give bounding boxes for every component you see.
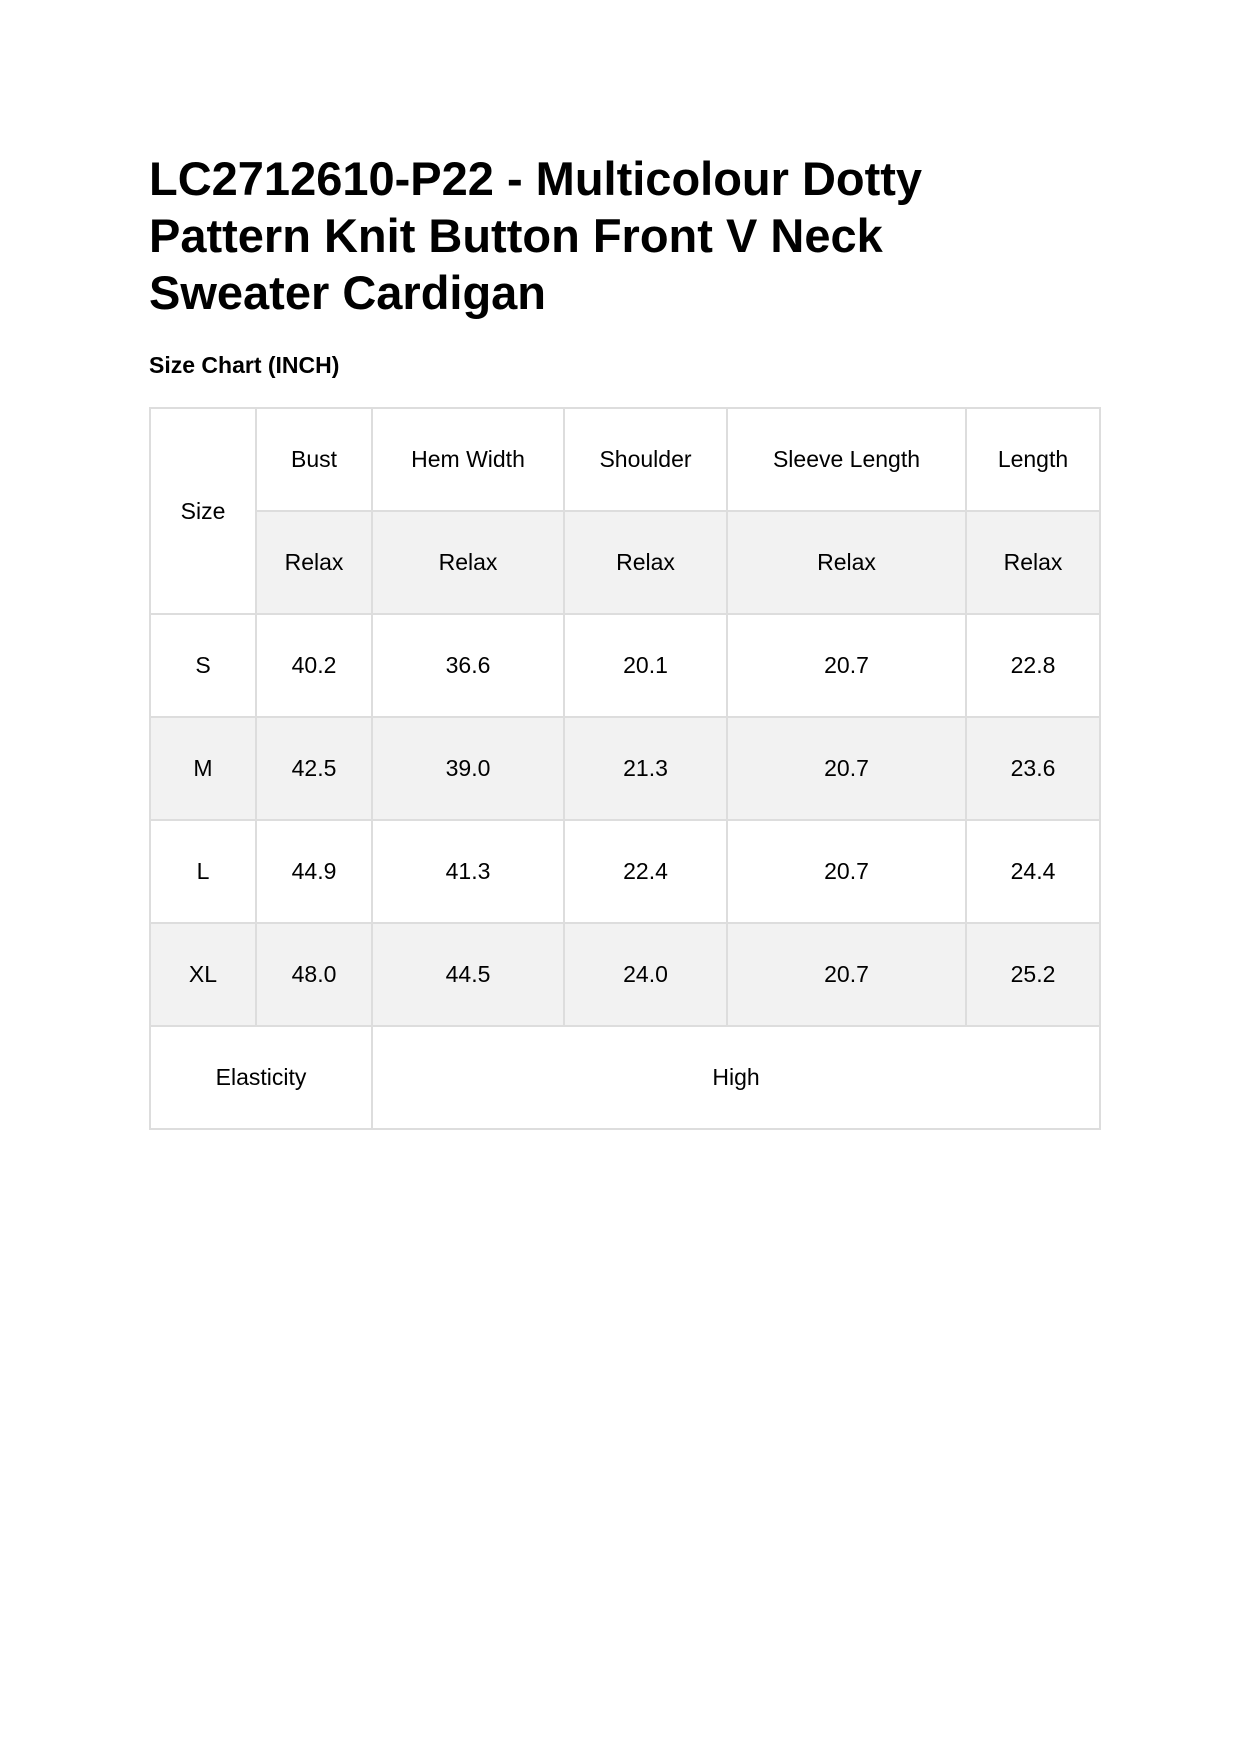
- value-cell: 41.3: [372, 820, 564, 923]
- value-cell: 20.1: [564, 614, 727, 717]
- table-row: [150, 717, 1100, 820]
- size-cell: S: [150, 614, 256, 717]
- value-cell: 40.2: [256, 614, 372, 717]
- table-header-row: [150, 408, 1100, 511]
- size-chart-table: [149, 407, 1101, 1130]
- value-cell: 24.4: [966, 820, 1100, 923]
- value-cell: 44.9: [256, 820, 372, 923]
- subheader-cell: Relax: [256, 511, 372, 614]
- value-cell: 39.0: [372, 717, 564, 820]
- size-header-cell: Size: [150, 408, 256, 614]
- column-header-hem-width: Hem Width: [372, 408, 564, 511]
- value-cell: 36.6: [372, 614, 564, 717]
- elasticity-value: High: [372, 1026, 1100, 1129]
- value-cell: 20.7: [727, 717, 966, 820]
- table-subheader-row: [150, 511, 1100, 614]
- table-row: [150, 820, 1100, 923]
- elasticity-label: Elasticity: [150, 1026, 372, 1129]
- size-cell: XL: [150, 923, 256, 1026]
- value-cell: 21.3: [564, 717, 727, 820]
- value-cell: 22.8: [966, 614, 1100, 717]
- size-chart-subtitle: Size Chart (INCH): [149, 352, 340, 378]
- subheader-cell: Relax: [727, 511, 966, 614]
- value-cell: 22.4: [564, 820, 727, 923]
- column-header-bust: Bust: [256, 408, 372, 511]
- column-header-length: Length: [966, 408, 1100, 511]
- table-row: [150, 923, 1100, 1026]
- value-cell: 42.5: [256, 717, 372, 820]
- subheader-cell: Relax: [372, 511, 564, 614]
- size-cell: L: [150, 820, 256, 923]
- value-cell: 44.5: [372, 923, 564, 1026]
- value-cell: 24.0: [564, 923, 727, 1026]
- subheader-cell: Relax: [966, 511, 1100, 614]
- subheader-cell: Relax: [564, 511, 727, 614]
- value-cell: 23.6: [966, 717, 1100, 820]
- size-cell: M: [150, 717, 256, 820]
- table-row: [150, 614, 1100, 717]
- column-header-sleeve-length: Sleeve Length: [727, 408, 966, 511]
- value-cell: 20.7: [727, 923, 966, 1026]
- value-cell: 48.0: [256, 923, 372, 1026]
- page-title: LC2712610-P22 - Multicolour Dotty Pattern Knit Button Front V Neck Sweater Cardigan: [149, 152, 923, 319]
- value-cell: 20.7: [727, 614, 966, 717]
- column-header-shoulder: Shoulder: [564, 408, 727, 511]
- elasticity-row: [150, 1026, 1100, 1129]
- value-cell: 25.2: [966, 923, 1100, 1026]
- value-cell: 20.7: [727, 820, 966, 923]
